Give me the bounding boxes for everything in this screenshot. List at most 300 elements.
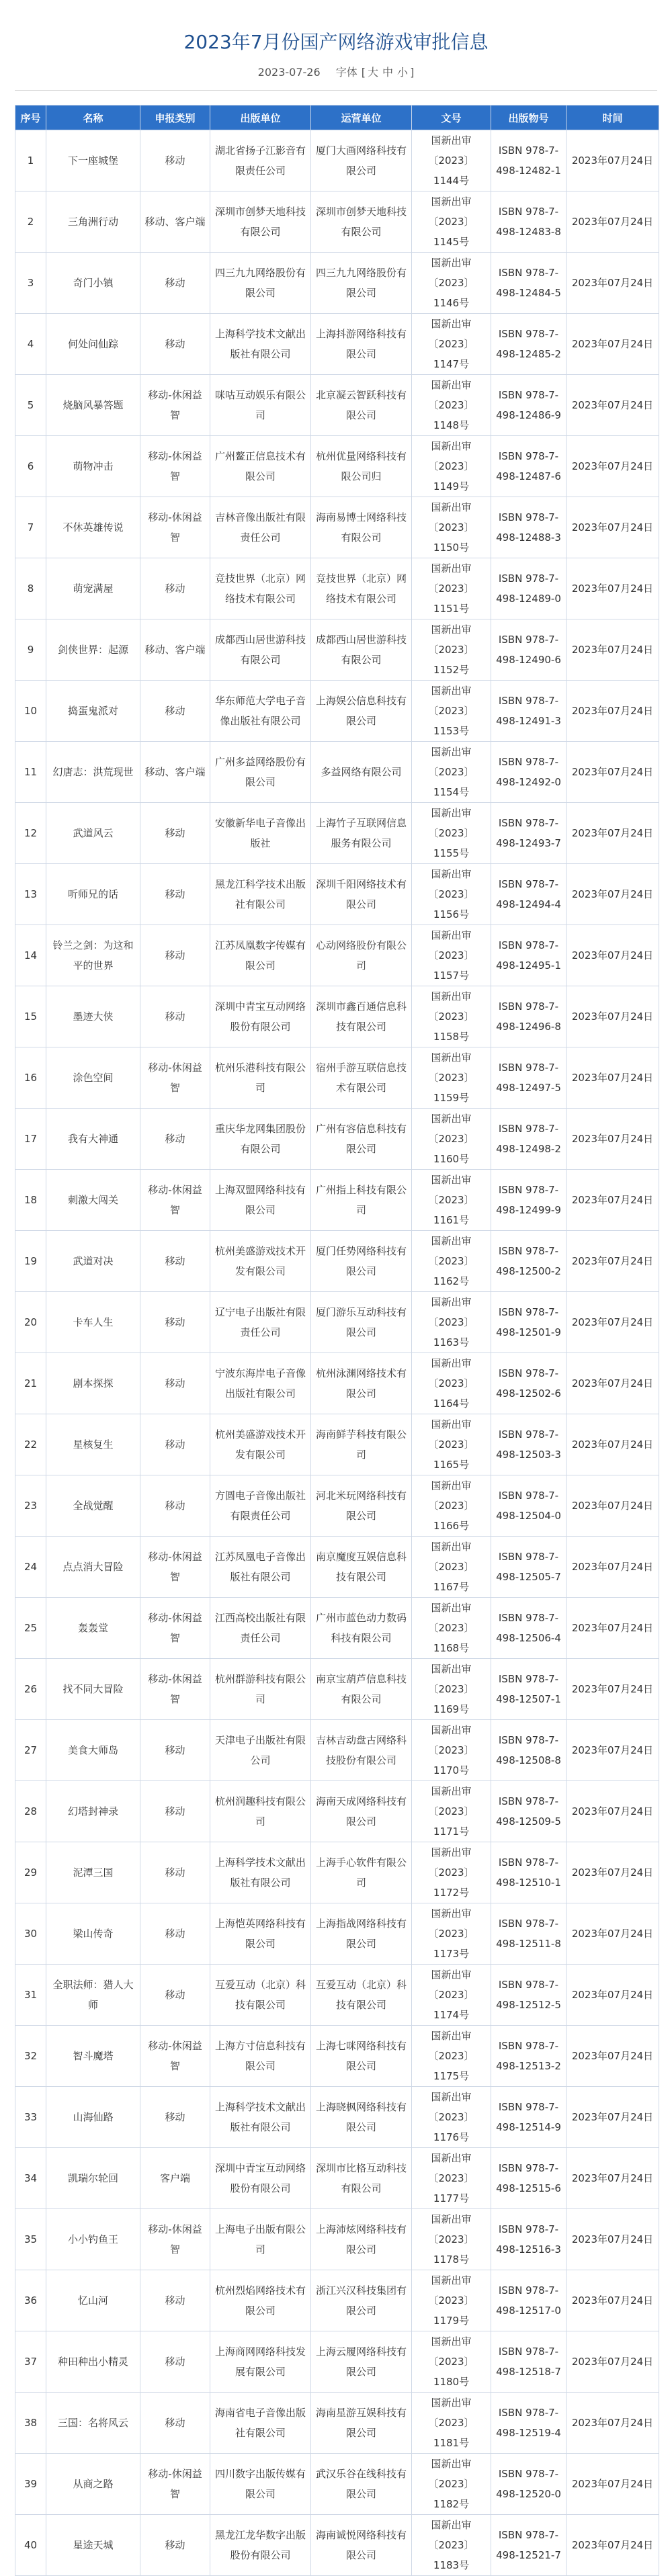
cell-operator: 互爱互动（北京）科技有限公司: [311, 1965, 412, 2026]
cell-category: 移动: [140, 1903, 210, 1965]
table-row: [15, 1231, 659, 1292]
cell-isbn: ISBN 978-7-498-12516-3: [491, 2209, 566, 2270]
cell-category: 移动-休闲益智: [140, 2026, 210, 2087]
table-row: [15, 1170, 659, 1231]
cell-category: 移动: [140, 1292, 210, 1353]
cell-name: 捣蛋鬼派对: [46, 681, 140, 742]
table-row: [15, 1353, 659, 1414]
header-category: 申报类别: [140, 105, 210, 130]
header-name: 名称: [46, 105, 140, 130]
cell-publisher: 杭州烈焰网络技术有限公司: [210, 2270, 311, 2331]
cell-name: 卡车人生: [46, 1292, 140, 1353]
cell-operator: 海南天成网络科技有限公司: [311, 1781, 412, 1842]
cell-document-no: 国新出审〔2023〕1163号: [412, 1292, 491, 1353]
cell-isbn: ISBN 978-7-498-12507-1: [491, 1659, 566, 1720]
cell-operator: 竞技世界（北京）网络技术有限公司: [311, 558, 412, 619]
cell-document-no: 国新出审〔2023〕1159号: [412, 1047, 491, 1109]
cell-category: 移动-休闲益智: [140, 1598, 210, 1659]
cell-operator: 宿州手游互联信息技术有限公司: [311, 1047, 412, 1109]
cell-operator: 上海沛炫网络科技有限公司: [311, 2209, 412, 2270]
cell-document-no: 国新出审〔2023〕1147号: [412, 314, 491, 375]
cell-publisher: 四三九九网络股份有限公司: [210, 253, 311, 314]
cell-category: 移动-休闲益智: [140, 1537, 210, 1598]
cell-document-no: 国新出审〔2023〕1151号: [412, 558, 491, 619]
cell-name: 全战觉醒: [46, 1475, 140, 1537]
cell-operator: 心动网络股份有限公司: [311, 925, 412, 986]
cell-publisher: 海南省电子音像出版社有限公司: [210, 2393, 311, 2454]
cell-category: 移动: [140, 2270, 210, 2331]
cell-isbn: ISBN 978-7-498-12510-1: [491, 1842, 566, 1903]
cell-operator: 广州指上科技有限公司: [311, 1170, 412, 1231]
table-row: [15, 253, 659, 314]
cell-document-no: 国新出审〔2023〕1172号: [412, 1842, 491, 1903]
cell-document-no: 国新出审〔2023〕1148号: [412, 375, 491, 436]
cell-publisher: 江苏凤凰数字传媒有限公司: [210, 925, 311, 986]
cell-name: 忆山河: [46, 2270, 140, 2331]
cell-category: 移动: [140, 2393, 210, 2454]
cell-operator: 厦门游乐互动科技有限公司: [311, 1292, 412, 1353]
header-divider: [15, 90, 657, 91]
cell-isbn: ISBN 978-7-498-12488-3: [491, 497, 566, 558]
cell-isbn: ISBN 978-7-498-12503-3: [491, 1414, 566, 1475]
cell-isbn: ISBN 978-7-498-12491-3: [491, 681, 566, 742]
cell-category: 移动: [140, 864, 210, 925]
cell-publisher: 华东师范大学电子音像出版社有限公司: [210, 681, 311, 742]
table-row: [15, 803, 659, 864]
table-row: [15, 1720, 659, 1781]
cell-document-no: 国新出审〔2023〕1156号: [412, 864, 491, 925]
cell-index: 33: [15, 2087, 46, 2148]
cell-index: 17: [15, 1109, 46, 1170]
cell-name: 烧脑风暴答题: [46, 375, 140, 436]
cell-name: 听师兄的话: [46, 864, 140, 925]
cell-date: 2023年07月24日: [566, 2148, 659, 2209]
font-size-medium-button[interactable]: 中: [382, 66, 394, 79]
cell-date: 2023年07月24日: [566, 1781, 659, 1842]
cell-name: 梁山传奇: [46, 1903, 140, 1965]
header-index: 序号: [15, 105, 46, 130]
table-row: [15, 2454, 659, 2515]
cell-index: 32: [15, 2026, 46, 2087]
cell-name: 三角洲行动: [46, 191, 140, 253]
header-publisher: 出版单位: [210, 105, 311, 130]
cell-date: 2023年07月24日: [566, 253, 659, 314]
cell-name: 奇门小镇: [46, 253, 140, 314]
cell-name: 找不同大冒险: [46, 1659, 140, 1720]
table-row: [15, 2148, 659, 2209]
cell-isbn: ISBN 978-7-498-12492-0: [491, 742, 566, 803]
cell-publisher: 广州多益网络股份有限公司: [210, 742, 311, 803]
cell-operator: 吉林吉动盘古网络科技股份有限公司: [311, 1720, 412, 1781]
cell-isbn: ISBN 978-7-498-12517-0: [491, 2270, 566, 2331]
cell-publisher: 杭州乐港科技有限公司: [210, 1047, 311, 1109]
cell-document-no: 国新出审〔2023〕1173号: [412, 1903, 491, 1965]
table-row: [15, 1047, 659, 1109]
cell-document-no: 国新出审〔2023〕1152号: [412, 619, 491, 681]
cell-category: 客户端: [140, 2148, 210, 2209]
cell-date: 2023年07月24日: [566, 2270, 659, 2331]
cell-category: 移动: [140, 130, 210, 191]
cell-date: 2023年07月24日: [566, 375, 659, 436]
cell-name: 幻唐志：洪荒现世: [46, 742, 140, 803]
cell-publisher: 宁波东海岸电子音像出版社有限公司: [210, 1353, 311, 1414]
cell-category: 移动-休闲益智: [140, 497, 210, 558]
table-row: [15, 681, 659, 742]
table-row: [15, 1659, 659, 1720]
publish-date: 2023-07-26: [257, 66, 321, 79]
table-row: [15, 1842, 659, 1903]
cell-isbn: ISBN 978-7-498-12489-0: [491, 558, 566, 619]
cell-name: 从商之路: [46, 2454, 140, 2515]
cell-index: 36: [15, 2270, 46, 2331]
cell-date: 2023年07月24日: [566, 2515, 659, 2576]
table-row: [15, 2515, 659, 2576]
cell-date: 2023年07月24日: [566, 2454, 659, 2515]
cell-operator: 深圳市创梦天地科技有限公司: [311, 191, 412, 253]
cell-category: 移动: [140, 1353, 210, 1414]
cell-category: 移动: [140, 2515, 210, 2576]
cell-operator: 上海指战网络科技有限公司: [311, 1903, 412, 1965]
cell-operator: 上海竹子互联网信息服务有限公司: [311, 803, 412, 864]
header-document-no: 文号: [412, 105, 491, 130]
cell-date: 2023年07月24日: [566, 681, 659, 742]
cell-document-no: 国新出审〔2023〕1153号: [412, 681, 491, 742]
cell-category: 移动: [140, 1109, 210, 1170]
table-body: [15, 130, 659, 2576]
cell-name: 美食大师岛: [46, 1720, 140, 1781]
table-row: [15, 864, 659, 925]
cell-operator: 海南易博士网络科技有限公司: [311, 497, 412, 558]
cell-category: 移动: [140, 558, 210, 619]
cell-operator: 上海抖游网络科技有限公司: [311, 314, 412, 375]
cell-publisher: 四川数字出版传媒有限公司: [210, 2454, 311, 2515]
table-row: [15, 497, 659, 558]
cell-category: 移动: [140, 925, 210, 986]
cell-document-no: 国新出审〔2023〕1160号: [412, 1109, 491, 1170]
cell-category: 移动: [140, 314, 210, 375]
cell-index: 30: [15, 1903, 46, 1965]
cell-document-no: 国新出审〔2023〕1154号: [412, 742, 491, 803]
cell-isbn: ISBN 978-7-498-12487-6: [491, 436, 566, 497]
cell-document-no: 国新出审〔2023〕1144号: [412, 130, 491, 191]
table-row: [15, 2393, 659, 2454]
cell-isbn: ISBN 978-7-498-12520-0: [491, 2454, 566, 2515]
cell-name: 种田种出小精灵: [46, 2331, 140, 2393]
cell-date: 2023年07月24日: [566, 2087, 659, 2148]
cell-date: 2023年07月24日: [566, 497, 659, 558]
cell-publisher: 上海方寸信息科技有限公司: [210, 2026, 311, 2087]
cell-index: 5: [15, 375, 46, 436]
cell-category: 移动: [140, 1475, 210, 1537]
cell-isbn: ISBN 978-7-498-12494-4: [491, 864, 566, 925]
font-size-small-button[interactable]: 小: [397, 66, 409, 79]
cell-category: 移动、客户端: [140, 742, 210, 803]
cell-category: 移动: [140, 2331, 210, 2393]
cell-publisher: 上海科学技术文献出版社有限公司: [210, 314, 311, 375]
cell-index: 31: [15, 1965, 46, 2026]
cell-name: 萌宠满屋: [46, 558, 140, 619]
cell-index: 21: [15, 1353, 46, 1414]
cell-name: 何处问仙踪: [46, 314, 140, 375]
cell-document-no: 国新出审〔2023〕1155号: [412, 803, 491, 864]
cell-date: 2023年07月24日: [566, 2026, 659, 2087]
cell-publisher: 江苏凤凰电子音像出版社有限公司: [210, 1537, 311, 1598]
cell-date: 2023年07月24日: [566, 1720, 659, 1781]
cell-index: 13: [15, 864, 46, 925]
cell-category: 移动、客户端: [140, 619, 210, 681]
cell-isbn: ISBN 978-7-498-12518-7: [491, 2331, 566, 2393]
cell-name: 铃兰之剑：为这和平的世界: [46, 925, 140, 986]
cell-isbn: ISBN 978-7-498-12505-7: [491, 1537, 566, 1598]
cell-operator: 北京凝云智跃科技有限公司: [311, 375, 412, 436]
cell-name: 武道对决: [46, 1231, 140, 1292]
cell-index: 14: [15, 925, 46, 986]
cell-isbn: ISBN 978-7-498-12506-4: [491, 1598, 566, 1659]
cell-publisher: 黑龙江科学技术出版社有限公司: [210, 864, 311, 925]
cell-index: 3: [15, 253, 46, 314]
table-row: [15, 130, 659, 191]
cell-category: 移动-休闲益智: [140, 2209, 210, 2270]
cell-publisher: 上海商网网络科技发展有限公司: [210, 2331, 311, 2393]
cell-index: 23: [15, 1475, 46, 1537]
page-meta: [0, 65, 672, 81]
cell-date: 2023年07月24日: [566, 2209, 659, 2270]
cell-index: 40: [15, 2515, 46, 2576]
cell-name: 武道风云: [46, 803, 140, 864]
page-title: 2023年7月份国产网络游戏审批信息: [183, 30, 489, 53]
cell-isbn: ISBN 978-7-498-12500-2: [491, 1231, 566, 1292]
cell-operator: 上海云履网络科技有限公司: [311, 2331, 412, 2393]
cell-operator: 浙江兴汉科技集团有限公司: [311, 2270, 412, 2331]
cell-index: 26: [15, 1659, 46, 1720]
cell-operator: 多益网络有限公司: [311, 742, 412, 803]
table-row: [15, 1903, 659, 1965]
cell-name: 点点消大冒险: [46, 1537, 140, 1598]
cell-isbn: ISBN 978-7-498-12514-9: [491, 2087, 566, 2148]
cell-date: 2023年07月24日: [566, 558, 659, 619]
cell-name: 智斗魔塔: [46, 2026, 140, 2087]
cell-name: 刺激大闯关: [46, 1170, 140, 1231]
table-row: [15, 2087, 659, 2148]
table-row: [15, 558, 659, 619]
cell-date: 2023年07月24日: [566, 2331, 659, 2393]
cell-isbn: ISBN 978-7-498-12509-5: [491, 1781, 566, 1842]
cell-document-no: 国新出审〔2023〕1162号: [412, 1231, 491, 1292]
cell-date: 2023年07月24日: [566, 1047, 659, 1109]
cell-operator: 厦门大画网络科技有限公司: [311, 130, 412, 191]
cell-publisher: 上海科学技术文献出版社有限公司: [210, 1842, 311, 1903]
cell-publisher: 江西高校出版社有限责任公司: [210, 1598, 311, 1659]
cell-date: 2023年07月24日: [566, 1353, 659, 1414]
cell-index: 10: [15, 681, 46, 742]
cell-isbn: ISBN 978-7-498-12497-5: [491, 1047, 566, 1109]
cell-publisher: 天津电子出版社有限公司: [210, 1720, 311, 1781]
approval-table: [15, 105, 659, 2576]
cell-name: 星途天城: [46, 2515, 140, 2576]
header-isbn: 出版物号: [491, 105, 566, 130]
cell-date: 2023年07月24日: [566, 436, 659, 497]
cell-publisher: 互爱互动（北京）科技有限公司: [210, 1965, 311, 2026]
cell-name: 山海仙路: [46, 2087, 140, 2148]
cell-operator: 河北米玩网络科技有限公司: [311, 1475, 412, 1537]
cell-publisher: 咪咕互动娱乐有限公司: [210, 375, 311, 436]
cell-date: 2023年07月24日: [566, 1903, 659, 1965]
cell-index: 34: [15, 2148, 46, 2209]
cell-document-no: 国新出审〔2023〕1161号: [412, 1170, 491, 1231]
cell-document-no: 国新出审〔2023〕1182号: [412, 2454, 491, 2515]
cell-index: 24: [15, 1537, 46, 1598]
cell-date: 2023年07月24日: [566, 1170, 659, 1231]
cell-category: 移动: [140, 1414, 210, 1475]
cell-publisher: 上海恺英网络科技有限公司: [210, 1903, 311, 1965]
cell-name: 剑侠世界：起源: [46, 619, 140, 681]
cell-date: 2023年07月24日: [566, 2393, 659, 2454]
cell-isbn: ISBN 978-7-498-12482-1: [491, 130, 566, 191]
cell-publisher: 黑龙江龙华数字出版股份有限公司: [210, 2515, 311, 2576]
cell-index: 8: [15, 558, 46, 619]
cell-operator: 杭州泳渊网络技术有限公司: [311, 1353, 412, 1414]
cell-index: 35: [15, 2209, 46, 2270]
cell-publisher: 上海双盟网络科技有限公司: [210, 1170, 311, 1231]
cell-date: 2023年07月24日: [566, 742, 659, 803]
cell-category: 移动-休闲益智: [140, 1659, 210, 1720]
cell-category: 移动: [140, 1231, 210, 1292]
cell-operator: 上海七咪网络科技有限公司: [311, 2026, 412, 2087]
cell-date: 2023年07月24日: [566, 130, 659, 191]
cell-index: 4: [15, 314, 46, 375]
cell-index: 7: [15, 497, 46, 558]
cell-operator: 海南诚悦网络科技有限公司: [311, 2515, 412, 2576]
table-row: [15, 2270, 659, 2331]
cell-publisher: 杭州美盛游戏技术开发有限公司: [210, 1231, 311, 1292]
cell-index: 38: [15, 2393, 46, 2454]
cell-date: 2023年07月24日: [566, 864, 659, 925]
cell-index: 29: [15, 1842, 46, 1903]
cell-name: 涂色空间: [46, 1047, 140, 1109]
font-size-large-button[interactable]: 大: [368, 66, 379, 79]
cell-document-no: 国新出审〔2023〕1171号: [412, 1781, 491, 1842]
cell-date: 2023年07月24日: [566, 1659, 659, 1720]
cell-isbn: ISBN 978-7-498-12495-1: [491, 925, 566, 986]
cell-isbn: ISBN 978-7-498-12513-2: [491, 2026, 566, 2087]
cell-publisher: 深圳中青宝互动网络股份有限公司: [210, 986, 311, 1047]
cell-document-no: 国新出审〔2023〕1175号: [412, 2026, 491, 2087]
cell-name: 墨迹大侠: [46, 986, 140, 1047]
cell-document-no: 国新出审〔2023〕1177号: [412, 2148, 491, 2209]
cell-index: 28: [15, 1781, 46, 1842]
cell-category: 移动: [140, 803, 210, 864]
cell-isbn: ISBN 978-7-498-12493-7: [491, 803, 566, 864]
cell-name: 我有大神通: [46, 1109, 140, 1170]
table-row: [15, 2026, 659, 2087]
cell-isbn: ISBN 978-7-498-12504-0: [491, 1475, 566, 1537]
cell-date: 2023年07月24日: [566, 1475, 659, 1537]
cell-isbn: ISBN 978-7-498-12501-9: [491, 1292, 566, 1353]
cell-operator: 广州市蓝色动力数码科技有限公司: [311, 1598, 412, 1659]
cell-category: 移动: [140, 1720, 210, 1781]
table-row: [15, 986, 659, 1047]
cell-publisher: 上海科学技术文献出版社有限公司: [210, 2087, 311, 2148]
cell-isbn: ISBN 978-7-498-12521-7: [491, 2515, 566, 2576]
cell-category: 移动、客户端: [140, 191, 210, 253]
cell-date: 2023年07月24日: [566, 314, 659, 375]
cell-name: 剧本探探: [46, 1353, 140, 1414]
table-header-row: [15, 105, 659, 130]
cell-index: 6: [15, 436, 46, 497]
cell-document-no: 国新出审〔2023〕1145号: [412, 191, 491, 253]
cell-category: 移动-休闲益智: [140, 436, 210, 497]
cell-category: 移动: [140, 1781, 210, 1842]
table-row: [15, 1292, 659, 1353]
table-row: [15, 619, 659, 681]
cell-index: 2: [15, 191, 46, 253]
cell-name: 轰轰堂: [46, 1598, 140, 1659]
cell-document-no: 国新出审〔2023〕1179号: [412, 2270, 491, 2331]
cell-date: 2023年07月24日: [566, 1598, 659, 1659]
cell-index: 18: [15, 1170, 46, 1231]
cell-document-no: 国新出审〔2023〕1158号: [412, 986, 491, 1047]
cell-document-no: 国新出审〔2023〕1166号: [412, 1475, 491, 1537]
table-row: [15, 314, 659, 375]
cell-index: 19: [15, 1231, 46, 1292]
table-row: [15, 1109, 659, 1170]
table-row: [15, 436, 659, 497]
cell-publisher: 吉林音像出版社有限责任公司: [210, 497, 311, 558]
cell-publisher: 杭州润趣科技有限公司: [210, 1781, 311, 1842]
table-row: [15, 191, 659, 253]
cell-index: 9: [15, 619, 46, 681]
table-row: [15, 2331, 659, 2393]
cell-document-no: 国新出审〔2023〕1176号: [412, 2087, 491, 2148]
table-row: [15, 1537, 659, 1598]
cell-operator: 上海手心软件有限公司: [311, 1842, 412, 1903]
header-operator: 运营单位: [311, 105, 412, 130]
cell-publisher: 成都西山居世游科技有限公司: [210, 619, 311, 681]
cell-isbn: ISBN 978-7-498-12484-5: [491, 253, 566, 314]
cell-operator: 上海晓枫网络科技有限公司: [311, 2087, 412, 2148]
cell-date: 2023年07月24日: [566, 925, 659, 986]
cell-publisher: 上海电子出版有限公司: [210, 2209, 311, 2270]
cell-document-no: 国新出审〔2023〕1183号: [412, 2515, 491, 2576]
cell-name: 三国：名将风云: [46, 2393, 140, 2454]
table-row: [15, 1598, 659, 1659]
cell-category: 移动: [140, 1842, 210, 1903]
cell-date: 2023年07月24日: [566, 1842, 659, 1903]
font-size-label: 字体: [335, 66, 358, 79]
cell-name: 不休英雄传说: [46, 497, 140, 558]
cell-publisher: 方圆电子音像出版社有限责任公司: [210, 1475, 311, 1537]
cell-publisher: 广州鳌正信息技术有限公司: [210, 436, 311, 497]
cell-publisher: 杭州美盛游戏技术开发有限公司: [210, 1414, 311, 1475]
cell-isbn: ISBN 978-7-498-12499-9: [491, 1170, 566, 1231]
cell-isbn: ISBN 978-7-498-12485-2: [491, 314, 566, 375]
cell-name: 下一座城堡: [46, 130, 140, 191]
font-size-control: 字体 [ 大 中 小 ]: [335, 66, 415, 79]
cell-date: 2023年07月24日: [566, 803, 659, 864]
cell-index: 27: [15, 1720, 46, 1781]
cell-document-no: 国新出审〔2023〕1167号: [412, 1537, 491, 1598]
table-row: [15, 2209, 659, 2270]
cell-isbn: ISBN 978-7-498-12498-2: [491, 1109, 566, 1170]
cell-index: 22: [15, 1414, 46, 1475]
cell-operator: 南京魔度互娱信息科技有限公司: [311, 1537, 412, 1598]
cell-index: 39: [15, 2454, 46, 2515]
cell-name: 泥潭三国: [46, 1842, 140, 1903]
cell-publisher: 安徽新华电子音像出版社: [210, 803, 311, 864]
cell-document-no: 国新出审〔2023〕1146号: [412, 253, 491, 314]
cell-date: 2023年07月24日: [566, 1537, 659, 1598]
cell-category: 移动-休闲益智: [140, 375, 210, 436]
